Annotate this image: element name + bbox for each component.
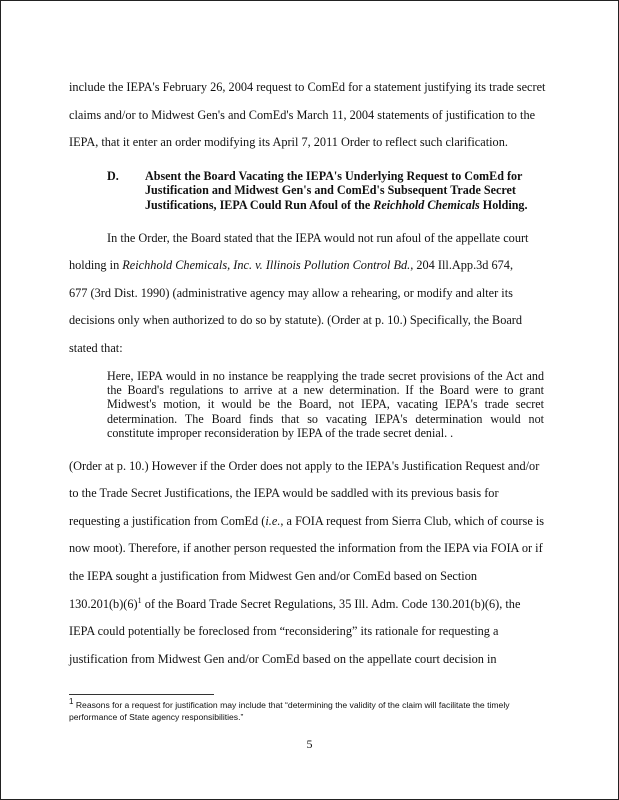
- text-line: IEPA, that it enter an order modifying its April 7, 2011 Order to reflect such clarification.: [69, 135, 508, 150]
- text-line: to the Trade Secret Justifications, the IEPA would be saddled with its previous basis for: [69, 486, 499, 501]
- text-run: requesting a justification from ComEd (: [69, 513, 266, 528]
- block-quote: Here, IEPA would in no instance be reapplying the trade secret provisions of the Act and the Board's regulations to arrive at a new determination. If the Board were to grant Midwest's motion, it would be the Board, not IEPA, vacating IEPA's trade secret determination. The Board finds that so vacating IEPA's determination would not constitute improper reconsideration by IEPA of the trade secret denial. .: [107, 368, 544, 441]
- footnote-reference[interactable]: 1: [137, 595, 142, 605]
- footnote-text: Reasons for a request for justification may include that “determining the validity of the claim will facilitate the timely performance of State agency responsibilities.”: [69, 700, 510, 722]
- body-paragraph-1: [69, 225, 549, 363]
- text-line: decisions only when authorized to do so by statute). (Order at p. 10.) Specifically, the Board: [69, 313, 523, 328]
- text-run: , a FOIA request from Sierra Club, which of course is: [280, 513, 545, 528]
- section-heading: [107, 169, 549, 213]
- text-line: [69, 591, 549, 619]
- text-line: [69, 252, 549, 280]
- text-line: 677 (3rd Dist. 1990) (administrative agency may allow a rehearing, or modify and alter its: [69, 285, 513, 300]
- case-citation: Reichhold Chemicals, Inc. v. Illinois Pollution Control Bd.: [122, 258, 411, 273]
- text-line: IEPA could potentially be foreclosed from “reconsidering” its rationale for requesting a: [69, 624, 499, 639]
- continuation-paragraph: [69, 74, 549, 157]
- text-line: now moot). Therefore, if another person requested the information from the IEPA via FOIA or if: [69, 541, 543, 556]
- text-run: holding in: [69, 258, 123, 273]
- heading-case-name: Reichhold Chemicals: [373, 197, 480, 212]
- text-line: In the Order, the Board stated that the IEPA would not run afoul of the appellate court: [107, 230, 529, 245]
- text-run: , 204 Ill.App.3d 674,: [410, 258, 514, 273]
- heading-main: Absent the Board Vacating the IEPA's Underlying Request to ComEd for Justification and Midwest Gen's and ComEd's Subsequent Trade Secret Justifications, IEPA Could Run Afoul of the: [145, 168, 523, 212]
- footnote-marker: 1: [69, 697, 74, 707]
- text-line: include the IEPA's February 26, 2004 request to ComEd for a statement justifying its trade secret: [69, 80, 546, 94]
- footnote-divider: [69, 694, 214, 695]
- footnote: [69, 697, 549, 723]
- page-number: 5: [306, 737, 313, 751]
- heading-tail: Holding.: [479, 197, 528, 212]
- text-line: claims and/or to Midwest Gen's and ComEd's March 11, 2004 statements of justification to the: [69, 107, 536, 122]
- section-heading-text: [145, 169, 549, 213]
- italic-abbrev: i.e.: [265, 513, 281, 528]
- document-page: [69, 74, 549, 673]
- text-line: the IEPA sought a justification from Midwest Gen and/or ComEd based on Section: [69, 568, 478, 583]
- text-line: justification from Midwest Gen and/or ComEd based on the appellate court decision in: [69, 651, 497, 666]
- body-paragraph-2: [69, 453, 549, 674]
- text-line: stated that:: [69, 340, 123, 355]
- text-run: of the Board Trade Secret Regulations, 35 Ill. Adm. Code 130.201(b)(6), the: [141, 596, 521, 611]
- section-letter: D.: [107, 168, 119, 183]
- text-run: 130.201(b)(6): [69, 596, 138, 611]
- text-line: (Order at p. 10.) However if the Order does not apply to the IEPA's Justification Request and/or: [69, 458, 540, 473]
- text-line: [69, 508, 549, 536]
